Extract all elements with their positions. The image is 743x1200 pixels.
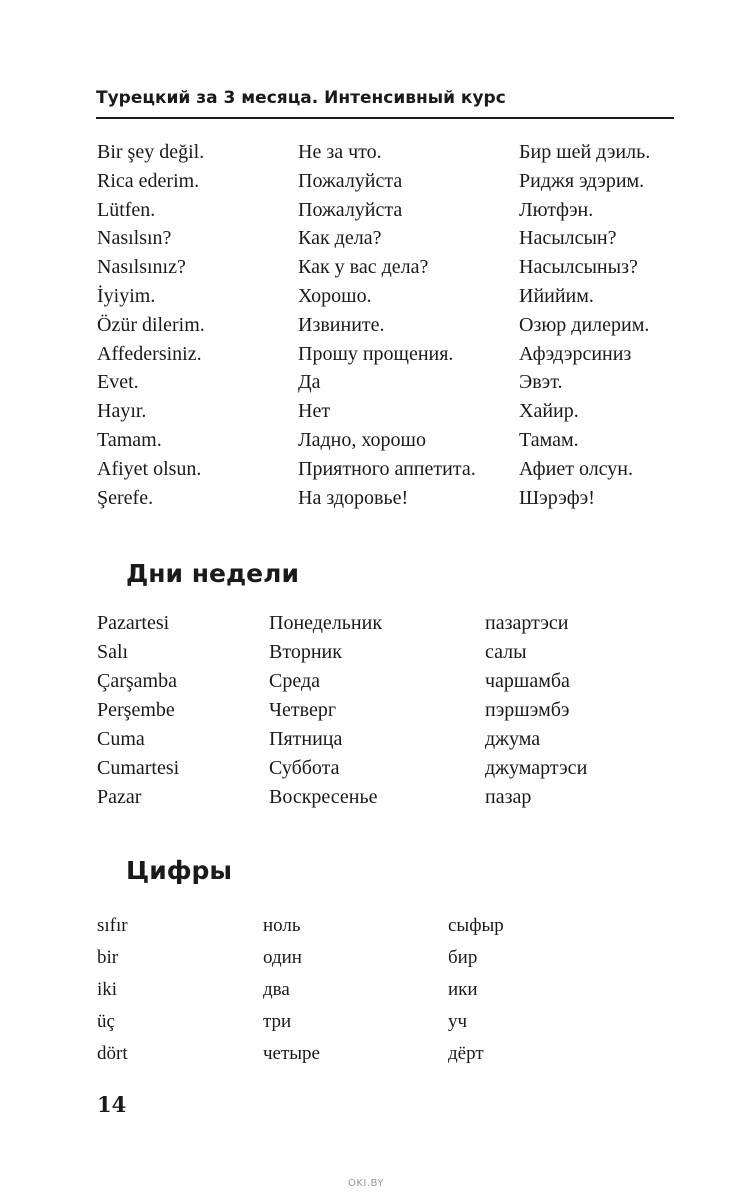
turkish-word: Çarşamba [97, 670, 177, 692]
russian-translation: Извините. [298, 313, 385, 336]
turkish-word: Evet. [97, 371, 139, 394]
numbers-section-title: Цифры [126, 856, 233, 885]
running-header: Турецкий за 3 месяца. Интенсивный курс [96, 88, 506, 108]
russian-translation: Суббота [269, 757, 340, 779]
russian-translation: один [263, 947, 302, 968]
russian-translation: Нет [298, 400, 331, 423]
russian-translation: Воскресенье [269, 786, 378, 808]
turkish-word: Özür dilerim. [97, 313, 205, 336]
turkish-word: Cuma [97, 728, 145, 750]
table-row [0, 484, 743, 513]
pronunciation: ики [448, 979, 478, 1000]
table-row [0, 1007, 743, 1036]
pronunciation: джумартэси [485, 757, 588, 779]
table-row [0, 138, 743, 167]
turkish-word: İyiyim. [97, 285, 156, 307]
pronunciation: Тамам. [519, 429, 579, 451]
turkish-word: Affedersiniz. [97, 342, 202, 365]
header-rule [96, 117, 674, 119]
turkish-word: Pazar [97, 786, 142, 808]
pronunciation: Лютфэн. [519, 198, 594, 221]
pronunciation: дёрт [448, 1043, 484, 1064]
pronunciation: Афиет олсун. [519, 457, 633, 480]
russian-translation: Пятница [269, 728, 343, 750]
russian-translation: четыре [263, 1043, 320, 1064]
turkish-word: Tamam. [97, 429, 162, 451]
russian-translation: Как дела? [298, 227, 382, 250]
table-row [0, 167, 743, 196]
turkish-word: Nasılsınız? [97, 256, 186, 279]
pronunciation: Риджя эдэрим. [519, 169, 645, 192]
russian-translation: ноль [263, 915, 301, 936]
pronunciation: Насылсыныз? [519, 256, 638, 279]
russian-translation: Пожалуйста [298, 169, 403, 192]
turkish-word: Lütfen. [97, 198, 156, 221]
table-row [0, 975, 743, 1004]
russian-translation: Приятного аппетита. [298, 457, 476, 480]
table-row [0, 253, 743, 282]
pronunciation: чаршамба [485, 670, 570, 692]
table-row [0, 911, 743, 940]
turkish-word: bir [97, 947, 119, 968]
turkish-word: dört [97, 1043, 128, 1064]
russian-translation: два [263, 979, 290, 1000]
table-row [0, 426, 743, 455]
table-row [0, 196, 743, 225]
turkish-word: Cumartesi [97, 757, 180, 779]
russian-translation: Ладно, хорошо [298, 429, 426, 451]
table-row [0, 311, 743, 340]
watermark: OKI.BY [348, 1178, 384, 1189]
turkish-word: Pazartesi [97, 612, 170, 634]
table-row [0, 696, 743, 725]
pronunciation: Озюр дилерим. [519, 313, 650, 336]
russian-translation: Да [298, 371, 321, 394]
table-row [0, 224, 743, 253]
turkish-word: Şerefe. [97, 486, 154, 509]
russian-translation: Четверг [269, 699, 337, 721]
turkish-word: Salı [97, 641, 129, 663]
russian-translation: три [263, 1011, 292, 1032]
table-row [0, 282, 743, 311]
pronunciation: Афэдэрсиниз [519, 342, 632, 365]
turkish-word: Afiyet olsun. [97, 457, 202, 480]
table-row [0, 754, 743, 783]
pronunciation: джума [485, 728, 541, 750]
table-row [0, 397, 743, 426]
pronunciation: Насылсын? [519, 227, 617, 250]
table-row [0, 667, 743, 696]
table-row [0, 609, 743, 638]
turkish-word: Hayır. [97, 400, 147, 423]
turkish-word: üç [97, 1011, 115, 1032]
russian-translation: Как у вас дела? [298, 256, 429, 279]
pronunciation: пэршэмбэ [485, 699, 570, 721]
turkish-word: sıfır [97, 915, 128, 936]
pronunciation: Ийийим. [519, 285, 594, 307]
table-row [0, 943, 743, 972]
pronunciation: сыфыр [448, 915, 504, 936]
russian-translation: Понедельник [269, 612, 383, 634]
russian-translation: Хорошо. [298, 285, 372, 307]
table-row [0, 783, 743, 812]
table-row [0, 340, 743, 369]
table-row [0, 638, 743, 667]
russian-translation: Не за что. [298, 141, 382, 163]
pronunciation: уч [448, 1011, 468, 1032]
pronunciation: салы [485, 641, 527, 663]
pronunciation: бир [448, 947, 478, 968]
pronunciation: Хайир. [519, 400, 579, 423]
russian-translation: Прошу прощения. [298, 342, 454, 365]
pronunciation: Эвэт. [519, 371, 563, 394]
russian-translation: На здоровье! [298, 486, 409, 509]
turkish-word: Bir şey değil. [97, 141, 205, 163]
page-number: 14 [97, 1092, 127, 1117]
table-row [0, 1039, 743, 1068]
turkish-word: Perşembe [97, 699, 175, 721]
pronunciation: пазартэси [485, 612, 569, 634]
russian-translation: Вторник [269, 641, 342, 663]
turkish-word: Nasılsın? [97, 227, 172, 250]
turkish-word: Rica ederim. [97, 169, 200, 192]
russian-translation: Среда [269, 670, 321, 692]
russian-translation: Пожалуйста [298, 198, 403, 221]
pronunciation: пазар [485, 786, 532, 808]
pronunciation: Шэрэфэ! [519, 486, 595, 509]
turkish-word: iki [97, 979, 118, 1000]
table-row [0, 368, 743, 397]
pronunciation: Бир шей дэиль. [519, 141, 651, 163]
table-row [0, 725, 743, 754]
table-row [0, 455, 743, 484]
days-section-title: Дни недели [126, 559, 299, 588]
